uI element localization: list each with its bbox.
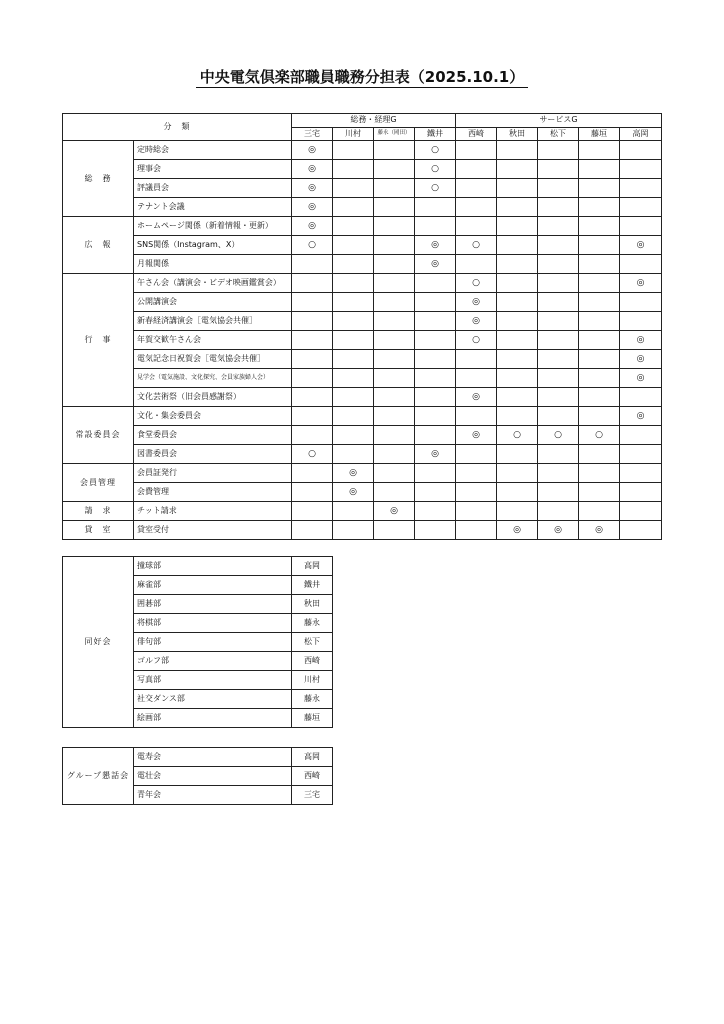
assignment-mark <box>374 464 415 483</box>
assignment-mark <box>620 293 662 312</box>
assignment-mark: ◎ <box>456 293 497 312</box>
group-header: 総務・経理G <box>292 114 456 128</box>
assignment-mark <box>620 483 662 502</box>
person-name: 高岡 <box>292 748 333 767</box>
assignment-mark <box>538 331 579 350</box>
person-name: 鐵井 <box>292 576 333 595</box>
person-name: 藤垣 <box>292 709 333 728</box>
assignment-mark <box>374 236 415 255</box>
duty-item: 定時総会 <box>134 141 292 160</box>
staff-header: 松下 <box>538 127 579 141</box>
duty-item: 午さん会（講演会・ビデオ映画鑑賞会） <box>134 274 292 293</box>
person-name: 藤永 <box>292 614 333 633</box>
assignment-mark <box>497 293 538 312</box>
assignment-mark <box>292 426 333 445</box>
assignment-mark <box>333 217 374 236</box>
assignment-mark <box>292 331 333 350</box>
person-name: 秋田 <box>292 595 333 614</box>
assignment-mark <box>374 350 415 369</box>
assignment-mark <box>538 312 579 331</box>
category-label: 会員管理 <box>63 464 134 502</box>
assignment-mark <box>620 502 662 521</box>
assignment-mark <box>579 483 620 502</box>
assignment-mark <box>620 198 662 217</box>
assignment-mark <box>538 274 579 293</box>
assignment-mark <box>415 293 456 312</box>
assignment-mark <box>333 312 374 331</box>
staff-header: 秋田 <box>497 127 538 141</box>
assignment-mark <box>538 236 579 255</box>
assignment-mark <box>374 388 415 407</box>
duty-item: 文化・集会委員会 <box>134 407 292 426</box>
item-name: 社交ダンス部 <box>134 690 292 709</box>
duty-item: 見学会（電気施設、文化探究、会員家族婦人会） <box>134 369 292 388</box>
assignment-mark <box>538 483 579 502</box>
assignment-mark <box>333 160 374 179</box>
category-label: 総 務 <box>63 141 134 217</box>
table-row <box>63 274 662 293</box>
category-label: 貸 室 <box>63 521 134 540</box>
assignment-mark <box>497 198 538 217</box>
assignment-mark <box>497 350 538 369</box>
assignment-mark <box>497 255 538 274</box>
assignment-mark: ◎ <box>620 350 662 369</box>
table-row <box>63 407 662 426</box>
duty-item: 貸室受付 <box>134 521 292 540</box>
assignment-mark <box>415 464 456 483</box>
assignment-mark <box>538 407 579 426</box>
assignment-mark: ◎ <box>415 445 456 464</box>
table-row <box>63 255 662 274</box>
assignment-mark <box>620 426 662 445</box>
assignment-mark: ◎ <box>620 331 662 350</box>
assignment-mark <box>374 255 415 274</box>
assignment-mark <box>415 502 456 521</box>
assignment-mark <box>456 464 497 483</box>
assignment-mark <box>333 350 374 369</box>
assignment-mark <box>497 502 538 521</box>
assignment-mark <box>579 369 620 388</box>
assignment-mark <box>333 331 374 350</box>
table-row <box>63 160 662 179</box>
table-row <box>63 179 662 198</box>
assignment-mark <box>374 179 415 198</box>
assignment-mark <box>415 198 456 217</box>
social-group-table <box>62 747 333 805</box>
assignment-mark <box>415 274 456 293</box>
assignment-mark <box>497 369 538 388</box>
assignment-mark <box>456 217 497 236</box>
assignment-mark: ○ <box>579 426 620 445</box>
assignment-mark <box>620 445 662 464</box>
assignment-mark <box>579 274 620 293</box>
assignment-mark <box>497 274 538 293</box>
assignment-mark: ◎ <box>292 198 333 217</box>
duty-item: 新春経済講演会［電気協会共催］ <box>134 312 292 331</box>
assignment-mark <box>292 293 333 312</box>
assignment-mark <box>333 236 374 255</box>
assignment-mark <box>374 312 415 331</box>
assignment-mark <box>579 255 620 274</box>
assignment-mark: ◎ <box>292 179 333 198</box>
assignment-mark <box>579 160 620 179</box>
club-table <box>62 556 333 728</box>
assignment-mark <box>456 483 497 502</box>
duty-item: 年賀交歓午さん会 <box>134 331 292 350</box>
assignment-mark <box>292 464 333 483</box>
assignment-mark <box>538 141 579 160</box>
assignment-mark <box>374 445 415 464</box>
assignment-mark <box>333 293 374 312</box>
assignment-mark <box>333 426 374 445</box>
assignment-mark <box>333 388 374 407</box>
person-name: 藤永 <box>292 690 333 709</box>
staff-header: 川村 <box>333 127 374 141</box>
assignment-mark <box>538 198 579 217</box>
duty-item: 理事会 <box>134 160 292 179</box>
item-name: 写真部 <box>134 671 292 690</box>
assignment-mark <box>292 521 333 540</box>
item-name: 絵画部 <box>134 709 292 728</box>
assignment-mark: ○ <box>415 160 456 179</box>
assignment-mark: ◎ <box>456 312 497 331</box>
assignment-mark <box>620 217 662 236</box>
duty-item: 食堂委員会 <box>134 426 292 445</box>
assignment-mark <box>497 445 538 464</box>
table-row <box>63 312 662 331</box>
category-label: 常設委員会 <box>63 407 134 464</box>
assignment-mark <box>538 160 579 179</box>
assignment-mark <box>497 179 538 198</box>
assignment-mark <box>579 312 620 331</box>
duty-item: 会員証発行 <box>134 464 292 483</box>
assignment-mark <box>620 255 662 274</box>
assignment-mark <box>333 502 374 521</box>
item-name: 囲碁部 <box>134 595 292 614</box>
assignment-mark <box>292 502 333 521</box>
assignment-mark <box>374 426 415 445</box>
assignment-mark <box>456 502 497 521</box>
assignment-mark: ◎ <box>456 426 497 445</box>
duty-item: チット請求 <box>134 502 292 521</box>
assignment-mark: ◎ <box>292 217 333 236</box>
assignment-mark <box>292 407 333 426</box>
assignment-mark: ◎ <box>620 274 662 293</box>
assignment-mark: ◎ <box>415 255 456 274</box>
assignment-mark <box>333 445 374 464</box>
duty-item: 図書委員会 <box>134 445 292 464</box>
assignment-mark: ○ <box>415 141 456 160</box>
duty-item: 公開講演会 <box>134 293 292 312</box>
table-row <box>63 350 662 369</box>
assignment-mark <box>620 312 662 331</box>
assignment-mark <box>456 160 497 179</box>
table-row <box>63 236 662 255</box>
staff-header: 藤垣 <box>579 127 620 141</box>
assignment-mark: ○ <box>456 274 497 293</box>
assignment-mark <box>456 521 497 540</box>
assignment-mark <box>374 141 415 160</box>
assignment-mark <box>497 464 538 483</box>
category-header: 分 類 <box>63 114 292 141</box>
assignment-mark <box>538 445 579 464</box>
duty-item: 月報関係 <box>134 255 292 274</box>
assignment-mark <box>497 160 538 179</box>
group-header: サービスG <box>456 114 662 128</box>
assignment-mark <box>538 350 579 369</box>
assignment-mark <box>579 141 620 160</box>
assignment-mark <box>538 179 579 198</box>
assignment-mark <box>456 179 497 198</box>
assignment-mark: ○ <box>456 331 497 350</box>
item-name: 電壮会 <box>134 767 292 786</box>
duty-item: 会費管理 <box>134 483 292 502</box>
person-name: 高岡 <box>292 557 333 576</box>
category-label: 請 求 <box>63 502 134 521</box>
assignment-mark <box>579 236 620 255</box>
assignment-mark <box>333 521 374 540</box>
assignment-mark <box>579 179 620 198</box>
group-label: グループ懇話会 <box>63 748 134 805</box>
assignment-mark <box>579 502 620 521</box>
assignment-mark <box>374 293 415 312</box>
assignment-mark: ○ <box>456 236 497 255</box>
assignment-mark <box>538 464 579 483</box>
assignment-mark <box>538 217 579 236</box>
table-row <box>63 388 662 407</box>
assignment-mark <box>497 217 538 236</box>
assignment-mark: ◎ <box>579 521 620 540</box>
assignment-mark: ◎ <box>333 464 374 483</box>
duty-item: 評議員会 <box>134 179 292 198</box>
duty-assignment-table <box>62 113 662 540</box>
assignment-mark <box>415 312 456 331</box>
duty-item: テナント会議 <box>134 198 292 217</box>
staff-header: 藤永（岡田） <box>374 127 415 141</box>
assignment-mark <box>579 331 620 350</box>
item-name: 麻雀部 <box>134 576 292 595</box>
assignment-mark <box>374 198 415 217</box>
table-row <box>63 502 662 521</box>
staff-header: 三宅 <box>292 127 333 141</box>
item-name: 俳句部 <box>134 633 292 652</box>
table-row <box>63 445 662 464</box>
duty-item: 文化芸術祭（旧会員感謝祭） <box>134 388 292 407</box>
assignment-mark: ○ <box>497 426 538 445</box>
assignment-mark <box>333 255 374 274</box>
assignment-mark <box>292 483 333 502</box>
duty-item: 電気記念日祝賀会［電気協会共催］ <box>134 350 292 369</box>
assignment-mark <box>579 198 620 217</box>
table-row <box>63 198 662 217</box>
assignment-mark: ◎ <box>497 521 538 540</box>
assignment-mark <box>415 331 456 350</box>
assignment-mark <box>415 217 456 236</box>
assignment-mark: ◎ <box>333 483 374 502</box>
assignment-mark <box>292 312 333 331</box>
table-row <box>63 293 662 312</box>
assignment-mark <box>579 217 620 236</box>
assignment-mark <box>415 483 456 502</box>
assignment-mark <box>292 274 333 293</box>
assignment-mark <box>456 350 497 369</box>
person-name: 川村 <box>292 671 333 690</box>
assignment-mark: ○ <box>292 445 333 464</box>
assignment-mark <box>415 369 456 388</box>
assignment-mark <box>333 198 374 217</box>
assignment-mark <box>579 293 620 312</box>
assignment-mark: ◎ <box>620 407 662 426</box>
item-name: 将棋部 <box>134 614 292 633</box>
staff-header: 高岡 <box>620 127 662 141</box>
assignment-mark: ○ <box>415 179 456 198</box>
assignment-mark <box>538 293 579 312</box>
assignment-mark <box>292 255 333 274</box>
staff-header: 鐵井 <box>415 127 456 141</box>
category-label: 行 事 <box>63 274 134 407</box>
table-row <box>63 331 662 350</box>
assignment-mark <box>374 217 415 236</box>
assignment-mark <box>374 483 415 502</box>
assignment-mark <box>538 255 579 274</box>
table-row <box>63 217 662 236</box>
assignment-mark <box>415 350 456 369</box>
assignment-mark <box>415 521 456 540</box>
assignment-mark: ◎ <box>456 388 497 407</box>
assignment-mark <box>497 388 538 407</box>
assignment-mark: ◎ <box>415 236 456 255</box>
item-name: 撞球部 <box>134 557 292 576</box>
assignment-mark <box>374 369 415 388</box>
assignment-mark <box>415 426 456 445</box>
assignment-mark <box>333 179 374 198</box>
assignment-mark <box>415 388 456 407</box>
assignment-mark: ○ <box>292 236 333 255</box>
assignment-mark <box>497 141 538 160</box>
assignment-mark <box>620 141 662 160</box>
duty-item: SNS関係（Instagram、X） <box>134 236 292 255</box>
group-label: 同好会 <box>63 557 134 728</box>
assignment-mark <box>579 464 620 483</box>
item-name: ゴルフ部 <box>134 652 292 671</box>
assignment-mark <box>456 141 497 160</box>
assignment-mark <box>620 388 662 407</box>
assignment-mark <box>456 255 497 274</box>
assignment-mark <box>497 483 538 502</box>
person-name: 西崎 <box>292 767 333 786</box>
assignment-mark <box>620 521 662 540</box>
assignment-mark <box>579 407 620 426</box>
assignment-mark <box>497 331 538 350</box>
assignment-mark <box>538 369 579 388</box>
assignment-mark <box>374 274 415 293</box>
table-row <box>63 426 662 445</box>
assignment-mark <box>620 464 662 483</box>
duty-item: ホームページ関係（新着情報・更新） <box>134 217 292 236</box>
assignment-mark: ◎ <box>538 521 579 540</box>
assignment-mark <box>333 274 374 293</box>
table-row <box>63 557 333 576</box>
table-row <box>63 748 333 767</box>
table-row <box>63 464 662 483</box>
table-row <box>63 521 662 540</box>
assignment-mark <box>374 331 415 350</box>
assignment-mark: ◎ <box>292 160 333 179</box>
assignment-mark <box>579 445 620 464</box>
assignment-mark <box>620 179 662 198</box>
person-name: 三宅 <box>292 786 333 805</box>
assignment-mark <box>456 198 497 217</box>
assignment-mark <box>333 407 374 426</box>
assignment-mark <box>415 407 456 426</box>
person-name: 松下 <box>292 633 333 652</box>
assignment-mark <box>579 388 620 407</box>
item-name: 青年会 <box>134 786 292 805</box>
assignment-mark <box>333 141 374 160</box>
assignment-mark: ○ <box>538 426 579 445</box>
assignment-mark <box>497 236 538 255</box>
assignment-mark <box>374 407 415 426</box>
table-row <box>63 483 662 502</box>
assignment-mark <box>497 312 538 331</box>
assignment-mark <box>538 388 579 407</box>
item-name: 電寿会 <box>134 748 292 767</box>
assignment-mark <box>620 160 662 179</box>
assignment-mark <box>333 369 374 388</box>
person-name: 西崎 <box>292 652 333 671</box>
assignment-mark <box>374 160 415 179</box>
category-label: 広 報 <box>63 217 134 274</box>
assignment-mark <box>456 369 497 388</box>
staff-header: 西崎 <box>456 127 497 141</box>
assignment-mark <box>579 350 620 369</box>
page-title: 中央電気倶楽部職員職務分担表（2025.10.1） <box>0 66 724 87</box>
assignment-mark <box>538 502 579 521</box>
assignment-mark: ◎ <box>292 141 333 160</box>
assignment-mark <box>497 407 538 426</box>
assignment-mark <box>374 521 415 540</box>
assignment-mark: ◎ <box>620 236 662 255</box>
assignment-mark <box>292 388 333 407</box>
table-row <box>63 369 662 388</box>
table-row <box>63 141 662 160</box>
assignment-mark: ◎ <box>374 502 415 521</box>
assignment-mark <box>292 350 333 369</box>
assignment-mark <box>456 407 497 426</box>
assignment-mark <box>292 369 333 388</box>
assignment-mark: ◎ <box>620 369 662 388</box>
assignment-mark <box>456 445 497 464</box>
